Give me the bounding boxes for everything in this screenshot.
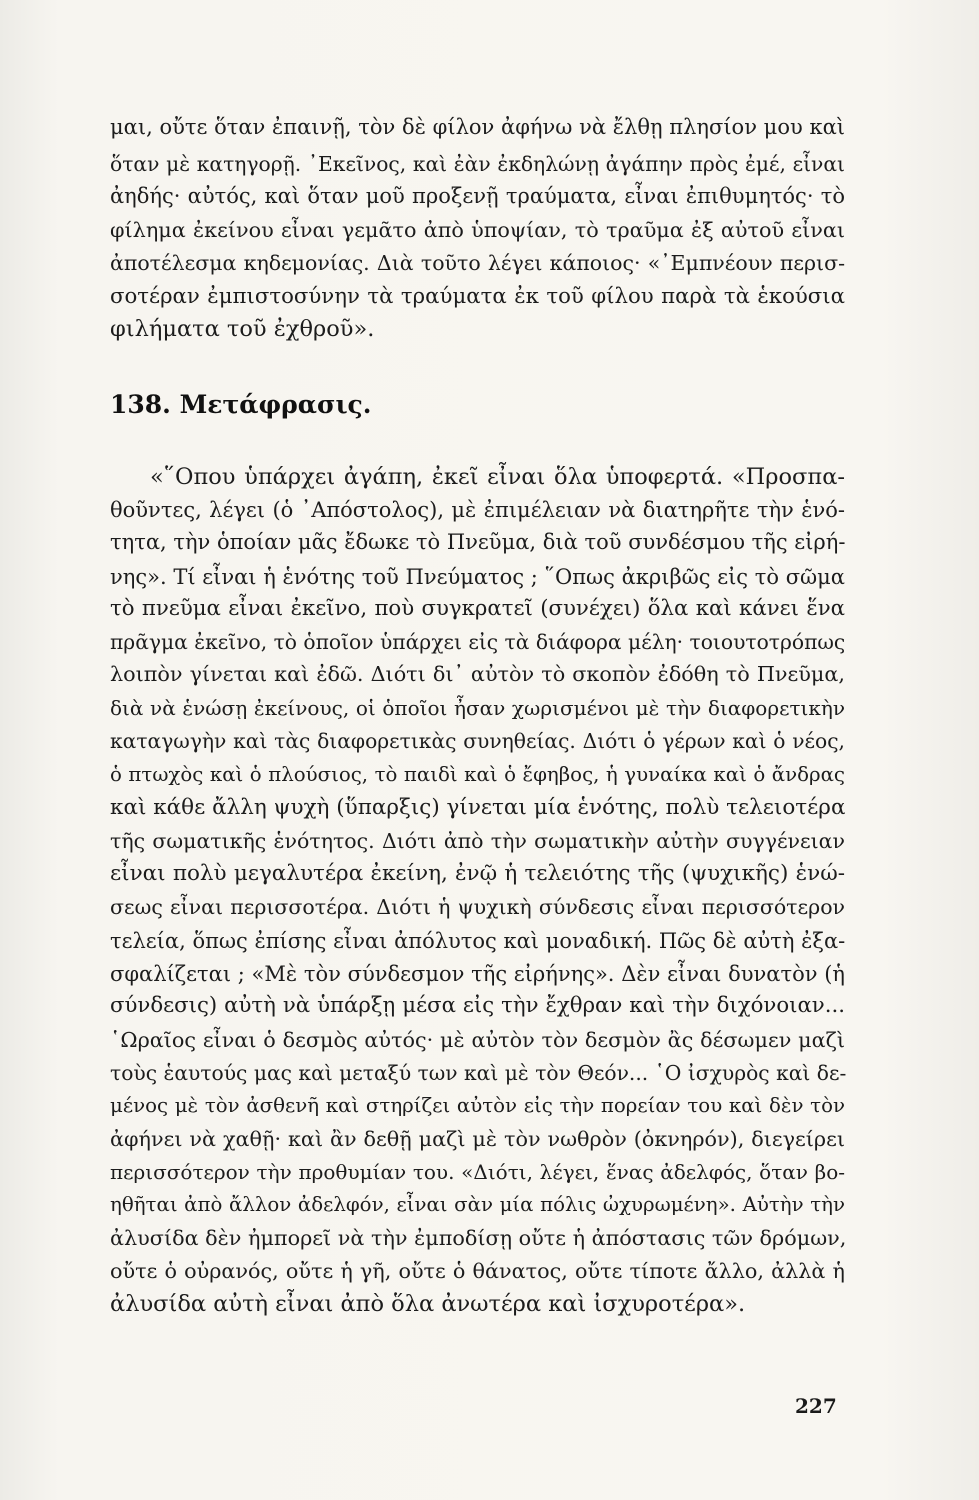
text-line: ὁ πτωχὸς καὶ ὁ πλούσιος, τὸ παιδὶ καὶ ὁ ἔφηβος, ἡ γυναίκα καὶ ὁ ἄνδρας xyxy=(110,763,845,786)
section-heading: 138. Μετάφρασις. xyxy=(110,390,372,419)
text-line: σεως εἶναι περισσοτέρα. Διότι ἡ ψυχικὴ σύνδεσις εἶναι περισσότερον xyxy=(110,895,845,919)
text-line: ηθῆται ἀπὸ ἄλλον ἀδελφόν, εἶναι σὰν μία πόλις ὠχυρωμένη». Αὐτὴν τὴν xyxy=(110,1193,845,1216)
text-line: μαι, οὔτε ὅταν ἐπαινῇ, τὸν δὲ φίλον ἀφήνω νὰ ἔλθῃ πλησίον μου καὶ xyxy=(110,115,845,139)
text-line: διὰ νὰ ἑνώσῃ ἐκείνους, οἱ ὁποῖοι ἦσαν χωρισμένοι μὲ τὴν διαφορετικὴν xyxy=(110,696,845,720)
text-line: τῆς σωματικῆς ἑνότητος. Διότι ἀπὸ τὴν σωματικὴν αὐτὴν συγγένειαν xyxy=(110,829,845,853)
text-line: ἀλυσίδα αὐτὴ εἶναι ἀπὸ ὅλα ἀνωτέρα καὶ ἰσχυροτέρα». xyxy=(110,1291,746,1317)
text-line: ἀλυσίδα δὲν ἠμπορεῖ νὰ τὴν ἐμποδίσῃ οὔτε ἡ ἀπόστασις τῶν δρόμων, xyxy=(110,1226,847,1250)
text-line: ἀφήνει νὰ χαθῇ· καὶ ἂν δεθῇ μαζὶ μὲ τὸν νωθρὸν (ὀκνηρόν), διεγείρει xyxy=(110,1127,845,1151)
text-line: λοιπὸν γίνεται καὶ ἐδῶ. Διότι δι᾿ αὐτὸν τὸ σκοπὸν ἐδόθη τὸ Πνεῦμα, xyxy=(110,662,845,686)
text-line: νης». Τί εἶναι ἡ ἑνότης τοῦ Πνεύματος ; ῞Οπως ἀκριβῶς εἰς τὸ σῶμα xyxy=(110,565,845,589)
text-line: τὸ πνεῦμα εἶναι ἐκεῖνο, ποὺ συγκρατεῖ (συνέχει) ὅλα καὶ κάνει ἕνα xyxy=(110,596,845,621)
text-line: καταγωγὴν καὶ τὰς διαφορετικὰς συνηθείας. Διότι ὁ γέρων καὶ ὁ νέος, xyxy=(110,729,845,753)
text-line: ῾Ωραῖος εἶναι ὁ δεσμὸς αὐτός· μὲ αὐτὸν τὸν δεσμὸν ἂς δέσωμεν μαζὶ xyxy=(110,1028,845,1052)
text-line: ὅταν μὲ κατηγορῇ. ᾿Εκεῖνος, καὶ ἐὰν ἐκδηλώνῃ ἀγάπην πρὸς ἐμέ, εἶναι xyxy=(110,152,845,176)
text-line: σφαλίζεται ; «Μὲ τὸν σύνδεσμον τῆς εἰρήνης». Δὲν εἶναι δυνατὸν (ἡ xyxy=(110,962,845,986)
text-line: «῞Οπου ὑπάρχει ἀγάπη, ἐκεῖ εἶναι ὅλα ὑποφερτά. «Προσπα- xyxy=(150,464,845,490)
text-line: ἀηδής· αὐτός, καὶ ὅταν μοῦ προξενῇ τραύματα, εἶναι ἐπιθυμητός· τὸ xyxy=(110,184,845,208)
text-line: φίλημα ἐκείνου εἶναι γεμᾶτο ἀπὸ ὑποψίαν, τὸ τραῦμα ἐξ αὐτοῦ εἶναι xyxy=(110,218,845,242)
text-line: καὶ κάθε ἄλλη ψυχὴ (ὕπαρξις) γίνεται μία ἑνότης, πολὺ τελειοτέρα xyxy=(110,795,846,820)
text-line: τητα, τὴν ὁποίαν μᾶς ἔδωκε τὸ Πνεῦμα, διὰ τοῦ συνδέσμου τῆς εἰρή- xyxy=(110,530,846,554)
text-line: μένος μὲ τὸν ἀσθενῆ καὶ στηρίζει αὐτὸν εἰς τὴν πορείαν του καὶ δὲν τὸν xyxy=(110,1094,845,1117)
text-line: εἶναι πολὺ μεγαλυτέρα ἐκείνη, ἐνῷ ἡ τελειότης τῆς (ψυχικῆς) ἑνώ- xyxy=(110,861,845,886)
text-line: οὔτε ὁ οὐρανός, οὔτε ἡ γῆ, οὔτε ὁ θάνατος, οὔτε τίποτε ἄλλο, ἀλλὰ ἡ xyxy=(110,1259,845,1283)
text-line: σύνδεσις) αὐτὴ νὰ ὑπάρξῃ μέσα εἰς τὴν ἔχθραν καὶ τὴν διχόνοιαν... xyxy=(110,993,845,1018)
text-line: ἀποτέλεσμα κηδεμονίας. Διὰ τοῦτο λέγει κάποιος· «᾿Εμπνέουν περισ- xyxy=(110,251,845,275)
text-line: τελεία, ὅπως ἐπίσης εἶναι ἀπόλυτος καὶ μοναδική. Πῶς δὲ αὐτὴ ἐξα- xyxy=(110,929,846,953)
text-line: φιλήματα τοῦ ἐχθροῦ». xyxy=(110,316,375,342)
text-line: σοτέραν ἐμπιστοσύνην τὰ τραύματα ἐκ τοῦ φίλου παρὰ τὰ ἑκούσια xyxy=(110,284,845,309)
page-number: 227 xyxy=(795,1394,837,1418)
text-line: θοῦντες, λέγει (ὁ ᾿Απόστολος), μὲ ἐπιμέλειαν νὰ διατηρῆτε τὴν ἑνό- xyxy=(110,498,845,522)
text-line: περισσότερον τὴν προθυμίαν του. «Διότι, λέγει, ἕνας ἀδελφός, ὅταν βο- xyxy=(110,1160,845,1184)
text-line: πρᾶγμα ἐκεῖνο, τὸ ὁποῖον ὑπάρχει εἰς τὰ διάφορα μέλη· τοιουτοτρόπως xyxy=(110,630,846,654)
text-line: τοὺς ἑαυτούς μας καὶ μεταξύ των καὶ μὲ τὸν Θεόν... ῾Ο ἰσχυρὸς καὶ δε- xyxy=(110,1061,847,1085)
